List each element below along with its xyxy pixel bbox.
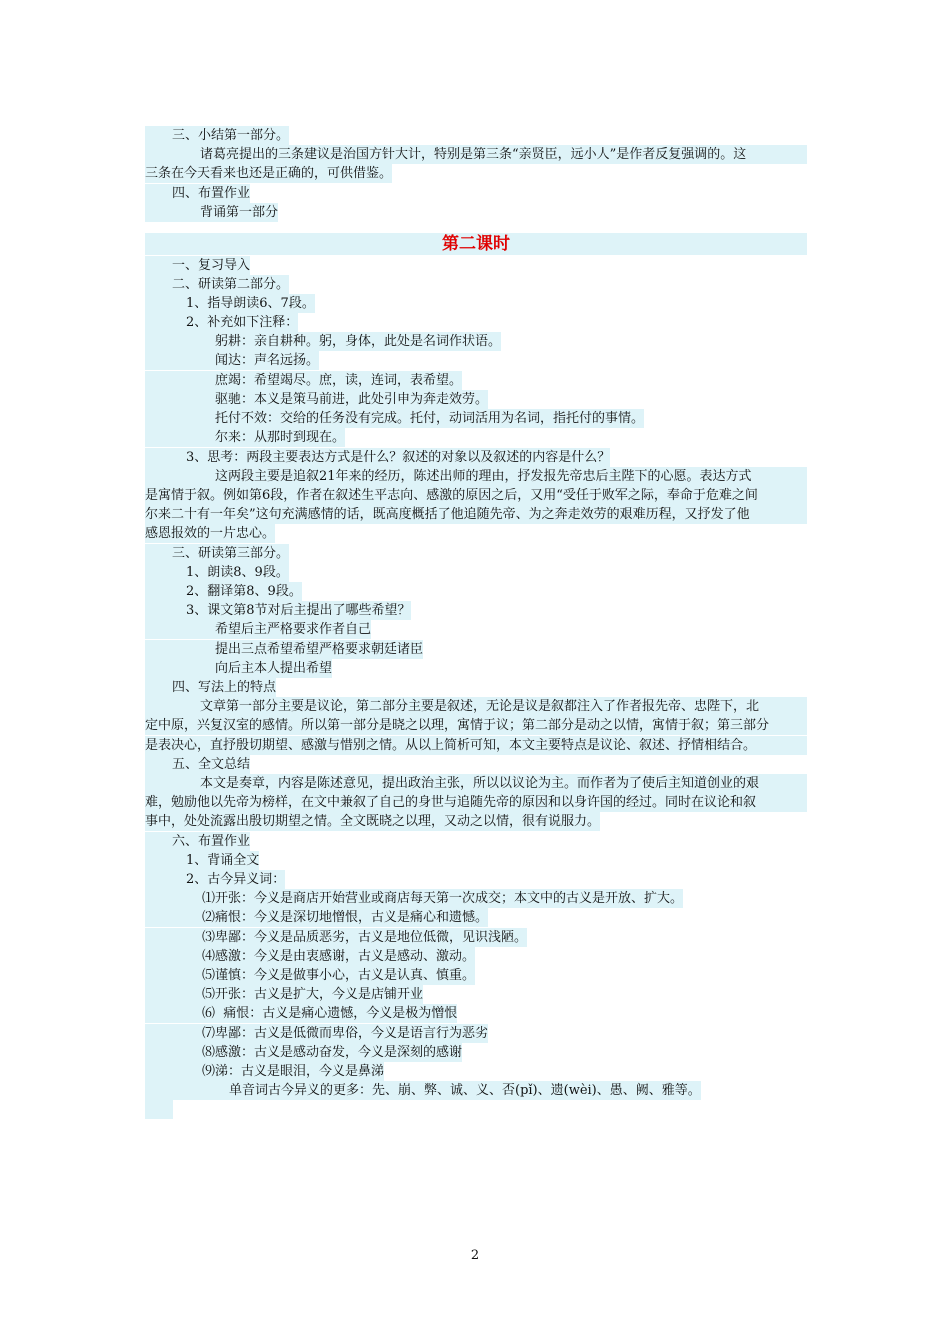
section-5-line bbox=[145, 755, 807, 774]
note-line bbox=[145, 428, 807, 447]
word-item: ⑷感激：今义是由衷感谢，古义是感动、激动。 bbox=[145, 947, 475, 966]
word-line bbox=[145, 1043, 807, 1062]
writing-features-line bbox=[145, 697, 807, 716]
writing-features-text: 文章第一部分主要是议论，第二部分主要是叙述，无论是议是叙都注入了作者报先帝、忠陛下，北 bbox=[145, 697, 807, 716]
writing-features-line bbox=[145, 716, 807, 735]
hope-line bbox=[145, 620, 807, 639]
note-item: 庶竭：希望竭尽。庶，读，连词，表希望。 bbox=[145, 371, 462, 390]
summary-paragraph-1: 诸葛亮提出的三条建议是治国方针大计，特别是第三条“亲贤臣，远小人”是作者反复强调的。这 bbox=[145, 145, 807, 164]
section-6-heading: 六、布置作业 bbox=[145, 832, 250, 851]
word-item: ⑼涕：古义是眼泪，今义是鼻涕 bbox=[145, 1062, 384, 1081]
answer-line bbox=[145, 486, 807, 505]
section-2-item-2-line bbox=[145, 313, 807, 332]
answer-line bbox=[145, 524, 807, 543]
note-line bbox=[145, 390, 807, 409]
answer-text: 这两段主要是追叙21年来的经历，陈述出师的理由，抒发报先帝忠后主陛下的心愿。表达方式 bbox=[145, 467, 807, 486]
section-6-item-2-line bbox=[145, 870, 807, 889]
single-words-line bbox=[145, 1081, 807, 1100]
summary-heading-line bbox=[145, 126, 807, 145]
section-2-item-3: 3、思考：两段主要表达方式是什么？叙述的对象以及叙述的内容是什么？ bbox=[145, 448, 610, 467]
section-4-line bbox=[145, 678, 807, 697]
full-summary-text: 本文是奏章，内容是陈述意见，提出政治主张，所以以议论为主。而作者为了使后主知道创业的艰 bbox=[145, 774, 807, 793]
note-item: 尔来：从那时到现在。 bbox=[145, 428, 345, 447]
word-item: ⑸开张：古义是扩大，今义是店铺开业 bbox=[145, 985, 423, 1004]
section-1-heading: 一、复习导入 bbox=[145, 256, 250, 275]
note-item: 驱驰：本义是策马前进，此处引申为奔走效劳。 bbox=[145, 390, 488, 409]
note-line bbox=[145, 371, 807, 390]
section-3-item-2: 2、翻译第8、9段。 bbox=[145, 582, 302, 601]
writing-features-text: 是表决心，直抒殷切期望、感激与惜别之情。从以上简析可知，本文主要特点是议论、叙述、抒情相结合。 bbox=[145, 736, 807, 755]
summary-paragraph-line-2 bbox=[145, 164, 807, 183]
word-line bbox=[145, 1062, 807, 1081]
homework-heading: 四、布置作业 bbox=[145, 184, 250, 203]
section-3-item-1-line bbox=[145, 563, 807, 582]
answer-line bbox=[145, 467, 807, 486]
section-6-item-1-line bbox=[145, 851, 807, 870]
word-line bbox=[145, 928, 807, 947]
section-5-heading: 五、全文总结 bbox=[145, 755, 250, 774]
word-line bbox=[145, 947, 807, 966]
answer-text: 是寓情于叙。例如第6段，作者在叙述生平志向、感激的原因之后，又用“受任于败军之际，奉命于危难之间 bbox=[145, 486, 807, 505]
hope-line bbox=[145, 640, 807, 659]
hope-item: 提出三点希望希望严格要求朝廷诸臣 bbox=[145, 640, 423, 659]
section-2-line bbox=[145, 275, 807, 294]
note-line bbox=[145, 332, 807, 351]
hope-item: 希望后主严格要求作者自己 bbox=[145, 620, 371, 639]
summary-text-line bbox=[145, 812, 807, 831]
writing-features-line bbox=[145, 736, 807, 755]
note-line bbox=[145, 409, 807, 428]
word-item: ⑶卑鄙：今义是品质恶劣，古义是地位低微，见识浅陋。 bbox=[145, 928, 527, 947]
section-1-line bbox=[145, 256, 807, 275]
section-3-item-2-line bbox=[145, 582, 807, 601]
word-line bbox=[145, 889, 807, 908]
word-line bbox=[145, 1024, 807, 1043]
note-line bbox=[145, 351, 807, 370]
section-2-item-1: 1、指导朗读6、7段。 bbox=[145, 294, 315, 313]
word-line bbox=[145, 1004, 807, 1023]
answer-line bbox=[145, 505, 807, 524]
word-item: ⑻感激：古义是感动奋发，今义是深刻的感谢 bbox=[145, 1043, 462, 1062]
page-number: 2 bbox=[470, 1248, 480, 1263]
hope-item: 向后主本人提出希望 bbox=[145, 659, 332, 678]
section-3-heading: 三、研读第三部分。 bbox=[145, 544, 289, 563]
empty-line bbox=[145, 1100, 807, 1119]
section-3-item-3: 3、课文第8节对后主提出了哪些希望？ bbox=[145, 601, 411, 620]
single-words-note: 单音词古今异义的更多：先、崩、弊、诚、义、否(pǐ)、遗(wèi)、愚、阙、雅等。 bbox=[145, 1081, 701, 1100]
word-item: ⑺卑鄙：古义是低微而卑俗，今义是语言行为恶劣 bbox=[145, 1024, 488, 1043]
writing-features-text: 定中原，兴复汉室的感情。所以第一部分是晓之以理，寓情于议；第二部分是动之以情，寓情于叙；第三部分 bbox=[145, 716, 807, 735]
section-6-item-1: 1、背诵全文 bbox=[145, 851, 259, 870]
empty-highlight bbox=[145, 1100, 173, 1119]
full-summary-text: 难，勉励他以先帝为榜样，在文中兼叙了自己的身世与追随先帝的原因和以身许国的经过。同时在议论和叙 bbox=[145, 793, 807, 812]
homework-item: 背诵第一部分 bbox=[145, 203, 278, 222]
section-2-item-2: 2、补充如下注释： bbox=[145, 313, 298, 332]
note-item: 托付不效：交给的任务没有完成。托付，动词活用为名词，指托付的事情。 bbox=[145, 409, 644, 428]
summary-heading: 三、小结第一部分。 bbox=[145, 126, 289, 145]
section-2-item-1-line bbox=[145, 294, 807, 313]
section-3-item-3-line bbox=[145, 601, 807, 620]
homework-heading-line bbox=[145, 184, 807, 203]
word-line bbox=[145, 908, 807, 927]
word-line bbox=[145, 966, 807, 985]
section-6-line bbox=[145, 832, 807, 851]
word-line bbox=[145, 985, 807, 1004]
summary-text-line bbox=[145, 793, 807, 812]
section-6-item-2: 2、古今异义词： bbox=[145, 870, 285, 889]
section-2-heading: 二、研读第二部分。 bbox=[145, 275, 289, 294]
homework-item-line bbox=[145, 203, 807, 222]
full-summary-text: 事中，处处流露出殷切期望之情。全文既晓之以理，又动之以情，很有说服力。 bbox=[145, 814, 601, 829]
word-item: ⑸谨慎：今义是做事小心，古义是认真、慎重。 bbox=[145, 966, 475, 985]
section-2-item-3-line bbox=[145, 448, 807, 467]
word-item: ⑹ 痛恨：古义是痛心遗憾，今义是极为憎恨 bbox=[145, 1004, 457, 1023]
summary-paragraph-line-1 bbox=[145, 145, 807, 164]
note-item: 躬耕：亲自耕种。躬，身体，此处是名词作状语。 bbox=[145, 332, 501, 351]
note-item: 闻达：声名远扬。 bbox=[145, 351, 319, 370]
lesson-title: 第二课时 bbox=[145, 233, 807, 255]
section-3-line bbox=[145, 544, 807, 563]
hope-line bbox=[145, 659, 807, 678]
section-4-heading: 四、写法上的特点 bbox=[145, 678, 276, 697]
summary-paragraph-2: 三条在今天看来也还是正确的，可供借鉴。 bbox=[145, 166, 393, 181]
word-item: ⑴开张：今义是商店开始营业或商店每天第一次成交；本文中的古义是开放、扩大。 bbox=[145, 889, 683, 908]
word-item: ⑵痛恨：今义是深切地憎恨，古义是痛心和遗憾。 bbox=[145, 908, 488, 927]
answer-text: 感恩报效的一片忠心。 bbox=[145, 526, 276, 541]
summary-text-line bbox=[145, 774, 807, 793]
answer-text: 尔来二十有一年矣”这句充满感情的话，既高度概括了他追随先帝、为之奔走效劳的艰难历程，又抒发了他 bbox=[145, 505, 807, 524]
section-3-item-1: 1、朗读8、9段。 bbox=[145, 563, 289, 582]
